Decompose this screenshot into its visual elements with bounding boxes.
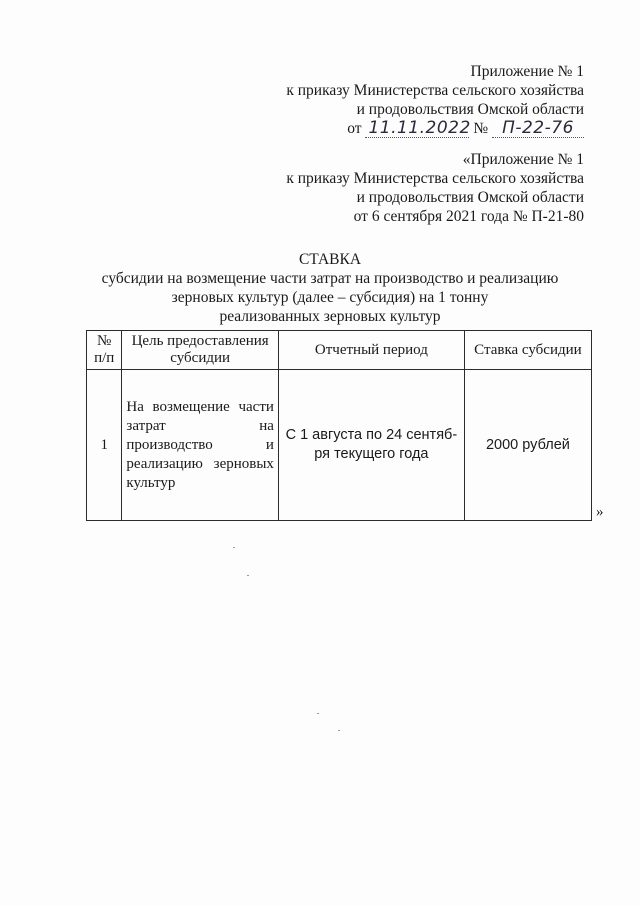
previous-appendix-ministry-line: и продовольствия Омской области bbox=[356, 189, 584, 206]
handwritten-order-number: П-22-76 bbox=[492, 119, 584, 138]
subsidy-rate-table bbox=[86, 330, 592, 521]
row-period: С 1 августа по 24 сентяб-ря текущего года bbox=[278, 370, 464, 521]
appendix-current-header bbox=[286, 62, 584, 138]
previous-appendix-order-line: к приказу Министерства сельского хозяйства bbox=[286, 170, 584, 187]
appendix-title: Приложение № 1 bbox=[470, 63, 584, 80]
from-prefix: от bbox=[347, 120, 362, 137]
scan-speck bbox=[247, 575, 249, 576]
header-goal: Цель предоставления субсидии bbox=[122, 331, 279, 370]
title-line-3: реализованных зерновых культур bbox=[219, 308, 441, 325]
header-num: № п/п bbox=[87, 331, 122, 370]
row-num: 1 bbox=[87, 370, 122, 521]
previous-appendix-title: «Приложение № 1 bbox=[462, 151, 584, 168]
title-line-1: субсидии на возмещение части затрат на производство и реализацию bbox=[101, 270, 559, 287]
title-line-2: зерновых культур (далее – субсидия) на 1 тонну bbox=[171, 289, 489, 306]
table-row bbox=[87, 370, 592, 521]
appendix-ministry-line: и продовольствия Омской области bbox=[356, 101, 584, 118]
table-header-row bbox=[87, 331, 592, 370]
row-rate: 2000 рублей bbox=[464, 370, 591, 521]
appendix-date-number-line bbox=[286, 119, 584, 138]
closing-quote: » bbox=[596, 504, 604, 520]
document-title bbox=[80, 250, 580, 326]
scan-speck bbox=[338, 730, 340, 731]
previous-appendix-date-line: от 6 сентября 2021 года № П-21-80 bbox=[353, 208, 584, 225]
handwritten-date: 11.11.2022 bbox=[365, 119, 469, 138]
header-rate: Ставка субсидии bbox=[464, 331, 591, 370]
scan-speck bbox=[233, 547, 235, 548]
title-heading: СТАВКА bbox=[298, 251, 362, 268]
row-goal: На возмещение части затрат на производство и реализацию зерновых культур bbox=[122, 370, 279, 521]
header-period: Отчетный период bbox=[278, 331, 464, 370]
appendix-previous-header bbox=[286, 150, 584, 226]
number-sign: № bbox=[473, 120, 489, 137]
appendix-order-line: к приказу Министерства сельского хозяйства bbox=[286, 82, 584, 99]
scan-speck bbox=[317, 713, 319, 714]
